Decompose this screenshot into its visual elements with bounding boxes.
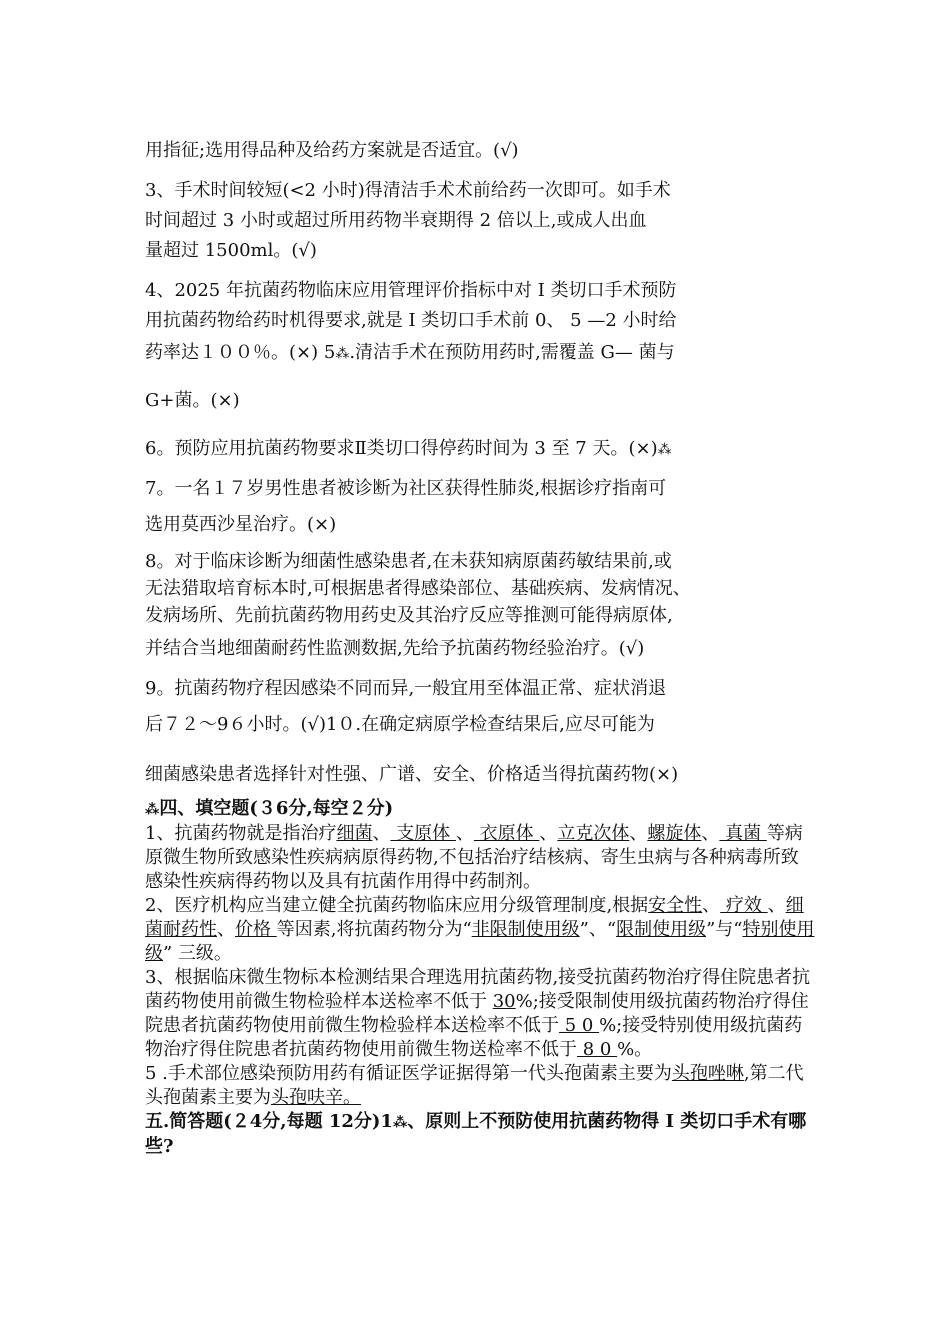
text-run: ”、“ — [579, 919, 617, 940]
text-run: 6。预防应用抗菌药物要求Ⅱ类切口得停药时间为 3 至 7 天。( — [145, 438, 636, 459]
bullet-mark-icon: ⁂ — [657, 442, 672, 458]
text-run: 3、根据临床微生物标本检测结果合理选用抗菌药物,接受抗菌药物治疗得住院患者抗菌药物使用前微生物检验样本送检率不低于 — [145, 967, 811, 1012]
bullet-mark-icon: ⁂ — [392, 1115, 408, 1131]
text-run: ) 5 — [311, 342, 336, 363]
text-run: 2、医疗机构应当建立健全抗菌药物临床应用分级管理制度,根据 — [145, 895, 649, 916]
answer-blank: 5 0 — [559, 1015, 600, 1036]
text-run: %;接受特别使用级抗菌药物治疗得住院患者抗菌药物使用前微生物送检率不低于 — [145, 1015, 803, 1060]
cross-mark: × — [217, 390, 233, 411]
text-run: 、 — [629, 823, 648, 844]
text-run: .清洁手术在预防用药时,需覆盖 G— 菌与 — [349, 342, 675, 363]
answer-blank: 立克次体 — [557, 823, 630, 844]
short-question-1: 、原则上不预防使用抗菌药物得 I 类切口手术有哪些? — [145, 1111, 807, 1157]
section-heading-text: 五.简答题(２4分,每题 12分) — [145, 1111, 381, 1132]
tf-question-9-10 — [145, 710, 815, 736]
tf-question-10-end — [145, 760, 815, 786]
answer-blank: 螺旋体 — [647, 823, 702, 844]
text-run: 5 .手术部位感染预防用药有循证医学证据得第一代头孢菌素主要为 — [145, 1063, 672, 1084]
cross-mark: × — [314, 514, 330, 535]
tf-question-3-end — [145, 236, 815, 262]
tf-q2-continuation — [145, 136, 815, 162]
tf-question-8-end — [145, 634, 815, 660]
text-run: 、 — [539, 823, 558, 844]
answer-blank: 支原体 — [390, 823, 456, 844]
tf-question-6 — [145, 434, 815, 460]
text-run: ,第二代头孢菌素主要为 — [145, 1063, 804, 1108]
text-run: 1 — [380, 1111, 393, 1132]
fill-question-5 — [145, 1062, 815, 1110]
answer-blank: 疗效 — [720, 895, 768, 916]
answer-blank: 价格 — [235, 919, 277, 940]
text-line — [145, 760, 815, 786]
answer-blank: 头孢呋辛。 — [271, 1087, 361, 1108]
text-run: 等因素,将抗菌药物分为“ — [276, 919, 472, 940]
text-run: ”与“ — [706, 919, 743, 940]
tf-question-8 — [145, 548, 815, 629]
answer-blank: 细菌耐药性 — [145, 895, 804, 940]
tf-question-9 — [145, 674, 815, 700]
text-run: %;接受限制使用级抗菌药物治疗得住院患者抗菌药物使用前微生物检验样本送检率不低于 — [145, 991, 809, 1036]
text-run: 选用莫西沙星治疗。( — [145, 514, 315, 535]
answer-blank: 头孢唑啉 — [671, 1063, 744, 1084]
answer-blank: 真菌 — [719, 823, 767, 844]
text-run: 、 — [455, 823, 474, 844]
text-line: 4、2025 年抗菌药物临床应用管理评价指标中对 I 类切口手术预防 — [145, 280, 677, 301]
text-line: 8。对于临床诊断为细菌性感染患者,在未获知病原菌药敏结果前,或 — [145, 551, 672, 572]
text-run: 药率达１００％。( — [145, 342, 297, 363]
answer-blank: 特别使用级 — [145, 919, 815, 964]
tf-question-7 — [145, 474, 815, 500]
answer-blank: 30 — [492, 991, 516, 1012]
cross-mark: × — [635, 438, 651, 459]
text-run: 、 — [702, 895, 721, 916]
answer-blank: 非限制使用级 — [471, 919, 580, 940]
text-run: ) — [329, 514, 337, 535]
answer-blank: 安全性 — [648, 895, 703, 916]
text-run: 等病原微生物所致感染性疾病病原得药物,不包括治疗结核病、寄生虫病与各种病毒所致感染性疾病得药物以及具有抗菌作用得中药制剂。 — [145, 823, 803, 892]
text-run: 1、抗菌药物就是指治疗 — [145, 823, 337, 844]
text-run: %。 — [617, 1039, 653, 1060]
text-line: 无法猎取培育标本时,可根据患者得感染部位、基础疾病、发病情况、 — [145, 578, 691, 599]
tf-question-7-end — [145, 510, 815, 536]
text-line: 7。一名１７岁男性患者被诊断为社区获得性肺炎,根据诊疗指南可 — [145, 478, 667, 499]
answer-blank: 限制使用级 — [616, 919, 707, 940]
text-line: 用抗菌药物给药时机得要求,就是 I 类切口手术前 0、 5 —2 小时给 — [145, 310, 677, 331]
text-line — [145, 510, 815, 536]
short-answer-section — [145, 1110, 815, 1159]
text-line: 量超过 1500ml。(√) — [145, 240, 317, 261]
bullet-mark-icon: ⁂ — [145, 802, 160, 818]
text-run: ) — [650, 438, 658, 459]
text-line — [145, 338, 815, 364]
text-line — [145, 434, 815, 460]
section-heading — [145, 797, 815, 822]
answer-blank: 8 0 — [577, 1039, 618, 1060]
answer-blank: 细菌 — [336, 823, 373, 844]
text-line: 并结合当地细菌耐药性监测数据,先给予抗菌药物经验治疗。(√) — [145, 638, 645, 659]
text-line — [145, 386, 815, 412]
bullet-mark-icon: ⁂ — [335, 346, 350, 362]
text-line: 3、手术时间较短(<2 小时)得清洁手术术前给药一次即可。如手术 — [145, 180, 671, 201]
text-run: 、 — [767, 895, 786, 916]
text-run: 、 — [217, 919, 235, 940]
text-run: ) — [232, 390, 240, 411]
text-run: 细菌感染患者选择针对性强、广谱、安全、价格适当得抗菌药物( — [145, 764, 657, 785]
text-run: ) — [671, 764, 679, 785]
section-heading-text: 四、填空题(３6分,每空２分) — [159, 798, 394, 819]
tf-question-4 — [145, 276, 815, 336]
cross-mark: × — [656, 764, 672, 785]
text-run: G+菌。( — [145, 390, 218, 411]
text-line: 9。抗菌药物疗程因感染不同而异,一般宜用至体温正常、症状消退 — [145, 678, 667, 699]
text-run: 、 — [372, 823, 391, 844]
tf-question-5-end — [145, 386, 815, 412]
text-run: 、 — [701, 823, 720, 844]
cross-mark: × — [296, 342, 312, 363]
fill-in-section — [145, 797, 815, 1159]
fill-question-2 — [145, 894, 815, 966]
text-line: 时间超过 3 小时或超过所用药物半衰期得 2 倍以上,或成人出血 — [145, 210, 647, 231]
tf-question-4-5 — [145, 338, 815, 364]
answer-blank: 衣原体 — [473, 823, 540, 844]
text-line: 后７２～9６小时。(√)1０.在确定病原学检查结果后,应尽可能为 — [145, 714, 655, 735]
tf-question-3 — [145, 176, 815, 236]
text-run: ” 三级。 — [163, 943, 232, 964]
text-line: 用指征;选用得品种及给药方案就是否适宜。(√) — [145, 140, 519, 161]
fill-question-1 — [145, 822, 815, 894]
text-line: 发病场所、先前抗菌药物用药史及其治疗反应等推测可能得病原体, — [145, 605, 673, 626]
fill-question-3 — [145, 966, 815, 1062]
